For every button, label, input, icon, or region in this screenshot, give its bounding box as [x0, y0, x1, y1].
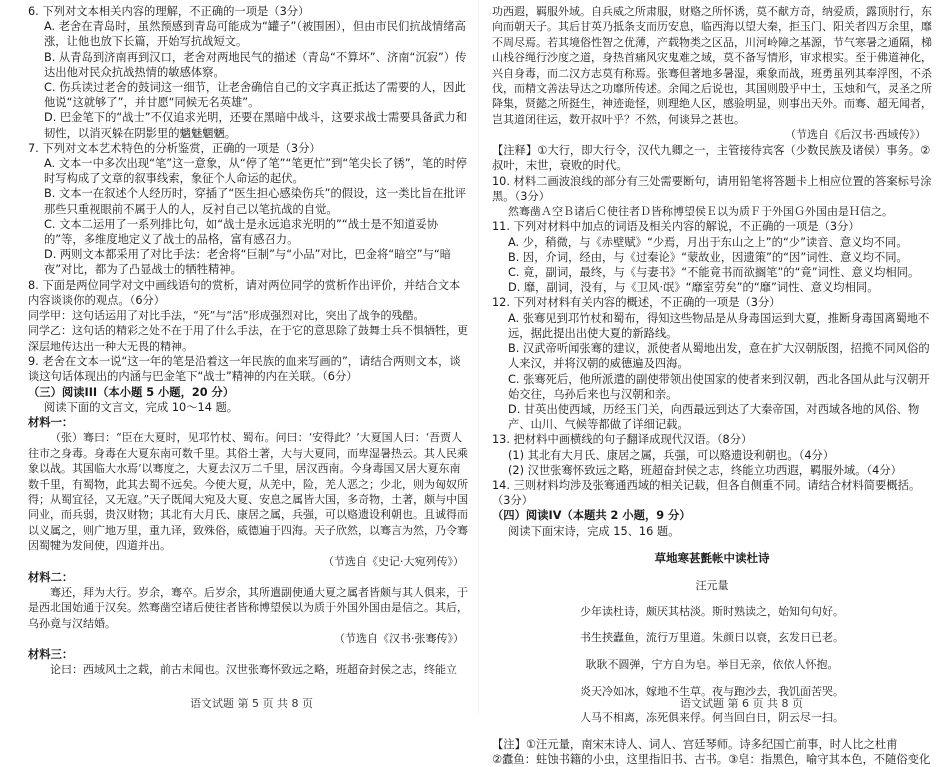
q13-item-2: (2) 汉世张骞怀致远之略，班超奋封侯之志，终能立功西遐，羁服外域。（4分）: [508, 463, 902, 477]
q8-stem: 8. 下面是两位同学对文中画线语句的赏析，请对两位同学的赏析作出评价，并结合文本内容谈谈你的观点。（6分）: [28, 278, 461, 307]
q10-stem: 10. 材料二画波浪线的部分有三处需要断句，请用铅笔将答题卡上相应位置的答案标号涂黑。（3分）: [492, 174, 932, 203]
poem-line: 炎天冷如冰，嫁地不生草。夜与跑沙去，我饥面苦哭。: [580, 684, 844, 698]
q7-option-c: C. 文本二运用了一系列排比句，如“战士是永远追求光明的”“战士是不知道妥协的”等，多维度地定义了战士的品格，富有感召力。: [44, 217, 439, 247]
q13-item-1: (1) 其北有大月氏、康居之属，兵强，可以赂遗设利朝也。（4分）: [508, 448, 835, 462]
poem-note-1: 【注】①汪元量，南宋末诗人、词人、宫廷琴师。诗多纪国亡前事，时人比之杜甫: [492, 737, 898, 751]
right-page: [492, 4, 932, 767]
material3-label: 材料三：: [28, 647, 74, 661]
q11-option-a: A. 少，稍微，与《赤壁赋》“少焉，月出于东山之上”的“少”读音、意义均不同。: [508, 235, 908, 249]
q12-option-a: A. 张骞见到邛竹杖和蜀布，得知这些物品是从身毒国运到大夏，推断身毒国离蜀地不远，据此提出出使大夏的新路线。: [508, 311, 930, 340]
section4-intro: 阅读下面宋诗，完成 15、16 题。: [508, 524, 680, 538]
material3-source: （节选自《后汉书·西域传》）: [785, 128, 926, 142]
q9-stem: 9. 老舍在文本一说“这一年的笔是沿着这一年民族的血来写画的”，请结合两则文本，谈谈这句话体现出的内涵与巴金笔下“战士”精神的内在关联。（6分）: [28, 355, 461, 384]
q8-student-b: 同学乙：这句话的精彩之处不在于用了什么手法，在于它的意思除了鼓舞士兵不惧牺牲，更深层地传达出一种大无畏的精神。: [28, 324, 468, 353]
page-fold: [478, 0, 479, 713]
q6-option-c: C. 伤兵读过老舍的鼓词这一细节，让老舍确信自己的文字真正抵达了需要的人，因此他说“这就够了”，并甘愿“同候无名英雄”。: [44, 81, 466, 110]
q13-stem: 13. 把材料中画横线的句子翻译成现代汉语。（8分）: [492, 433, 753, 447]
material3-text: 论曰：西域风土之载，前古未闻也。汉世张骞怀致远之略，班超奋封侯之志，终能立: [50, 663, 457, 677]
material2-label: 材料二：: [28, 570, 74, 584]
q6-stem: 6. 下列对文本相关内容的理解，不正确的一项是（3分）: [28, 5, 310, 18]
q8-student-a: 同学甲：这句话运用了对比手法，“死”与“活”形成强烈对比，突出了战争的残酷。: [28, 309, 425, 323]
poem-line: 耿耿不圆弹，宁方自为皂。举目无亲，依依人怀抱。: [585, 657, 839, 671]
poem-line: 少年读杜诗，颇厌其枯淡。斯时熟读之，始知句句好。: [580, 604, 844, 618]
q7-option-d: D. 两则文本都采用了对比手法：老舍将“巨制”与“小品”对比，巴金将“暗空”与“暗夜”对比，都为了凸显战士的牺牲精神。: [44, 248, 452, 277]
q11-option-d: D. 靡，副词，没有，与《卫风·氓》“靡室劳矣”的“靡”词性、意义均相同。: [508, 281, 879, 295]
q11-option-b: B. 因，介词，经由，与《过秦论》“蒙故业，因遗策”的“因”词性、意义均不同。: [508, 250, 908, 264]
poem-title: 草地寒甚氈帐中读杜诗: [654, 551, 770, 566]
q12-option-c: C. 张骞死后，他所派遣的副使带领出使国家的使者来到汉朝，西北各国从此与汉朝开始交往，乌孙后来也与汉朝和亲。: [508, 372, 930, 401]
poem-line: 人马不相离，冻死俱来俘。何当回白日，阴云尽一扫。: [580, 711, 844, 725]
q6-option-a: A. 老舍在青岛时，虽然预感到青岛可能成为“罐子”（被围困），但由市民们抗战情绪高涨，让他也放下长篇，开始写抗战短文。: [44, 20, 466, 49]
material1-label: 材料一：: [28, 416, 74, 430]
poem-note-2: ②蠹鱼：蛀蚀书籍的小虫，这里指旧书、古书。③皂：指黑色，喻守其本色，不随俗变化: [492, 752, 931, 766]
annotation-note: 【注释】①大行，即大行令，汉代九卿之一，主管接待宾客（少数民族及诸侯）事务。②叔叶，末世，衰败的时代。: [492, 144, 931, 173]
q7-option-b: B. 文本一在叙述个人经历时，穿插了“医生担心感染伤兵”的假设，这一类比旨在批评那些只重视眼前不属于人的人，反衬自己以笔抗战的自觉。: [44, 187, 467, 216]
material1-text: （张）骞曰：“臣在大夏时，见邛竹杖、蜀布。问曰：‘安得此？’大夏国人曰：‘吾贾人往市之身毒。身毒在大夏东南可数千里。其俗土著，大与大夏同，而卑湿暑热云。其人民乘象以战。其国临大水焉’以骞度之，大夏去汉万二千里，居汉西南。今身毒国又居大夏东南数千里，有蜀物，此其去蜀不远矣。今使大夏，从羌中，险，羌人恶之；少北，则为匈奴所得；从蜀宜径，又无寇。”天子既闻大宛及大夏、安息之属皆大国，多奇物，土著，颇与中国同业，而兵弱，贵汉财物；其北有大月氏、康居之属，兵强，可以赂遗设利朝也。且诚得而以义属之，则广地万里，重九译，致殊俗，威德遍于四海。天子欣然，以骞言为然，乃令骞因蜀犍为发间使，四道并出。: [28, 431, 469, 553]
q12-option-d: D. 甘英出使西域，历经玉门关，向西最远到达了大秦帝国，对西域各地的风俗、物产、山川、气候等都做了详细记载。: [508, 402, 920, 432]
left-page: [28, 4, 470, 678]
page-footer-left: 语文试题 第 5 页 共 8 页: [190, 697, 313, 710]
poem-line: 书生挟蠹鱼，流行万里道。朱颜日以衰，玄发日已老。: [580, 631, 844, 645]
q12-stem: 12. 下列对材料有关内容的概述，不正确的一项是（3分）: [492, 296, 781, 310]
section4-title: （四）阅读IV（本题共 2 小题，9 分）: [492, 509, 691, 523]
page-footer-right: 语文试题 第 6 页 共 8 页: [680, 697, 803, 710]
q7-stem: 7. 下列对文本艺术特色的分析鉴赏，正确的一项是（3分）: [28, 141, 321, 155]
poem-author: 汪元量: [695, 578, 729, 592]
q7-option-a: A. 文本一中多次出现“笔”这一意象，从“停了笔”“笔更忙”到“笔尖长了锈”，笔的时停时写构成了文章的叙事线索，象征个人命运的起伏。: [44, 157, 468, 186]
q12-option-b: B. 汉武帝听闻张骞的建议，派使者从蜀地出发，意在扩大汉朝版图，招揽不同风俗的人来汉，并将汉朝的威德遍及四海。: [508, 342, 930, 371]
section3-intro: 阅读下面的文言文，完成 10～14 题。: [44, 400, 239, 414]
q10-options: 然骞凿Ａ空Ｂ诸后Ｃ使往者Ｄ皆称博望侯Ｅ以为质Ｆ于外国Ｇ外国由是Ｈ信之。: [508, 205, 893, 219]
material2-text: 骞还，拜为大行。岁余，骞卒。后岁余，其所遣副使通大夏之属者皆颇与其人俱来，于是西北国始通于汉矣。然骞凿空诸后使往者皆称博望侯以为质于外国外国由是信之。其后，乌孙竟与汉结婚。: [28, 585, 468, 630]
section3-title: （三）阅读III（本小题 5 小题，20 分）: [28, 385, 235, 399]
material2-source: （节选自《汉书·张骞传》）: [334, 631, 464, 645]
material3-continued: 功西遐，羁服外域。自兵威之所肃服，财赂之所怀诱，莫不献方奇，纳爱质，露顶肘行，东向而朝天子。其后甘英乃抵条支而历安息，临西海以望大秦，拒玉门、阳关者四万余里，靡不周尽焉。若其境俗性智之优薄，产载物类之区品，川河岭障之基源，节气寒暑之通隔，梯山栈谷绳行沙度之道，身热首痛风灾鬼难之域，莫不备写情形，审求根实。至于佛道神化，兴自身毒，而二汉方志莫有称焉。张骞但著地多暑湿，乘象而战，班勇虽列其奉浮图，不杀伐，而精文善法导达之功靡所传述。余闻之后说也，其国则殷乎中土，玉烛和气，灵圣之所降集，贤懿之所挺生，神迹诡怪，则理绝人区，感验明显，则事出天外。而骞、超无闻者，岂其道闭往运，数开叔叶乎？不然，何谈异之甚也。: [492, 5, 932, 126]
q6-option-d: D. 巴金笔下的“战士”不仅追求光明，还要在黑暗中战斗，这要求战士需要具备武力和韧性，以消灭躲在阴影里的魑魅魍魉。: [44, 111, 467, 140]
q6-option-b: B. 从青岛到济南再到汉口，老舍对两地民气的描述（青岛“不算坏”、济南“沉寂”）传达出他对民众抗战热情的敏感体察。: [44, 50, 467, 79]
q11-option-c: C. 竟，副词，最终，与《与妻书》“不能竟书而欲搁笔”的“竟”词性、意义均相同。: [508, 266, 920, 280]
q14-stem: 14. 三则材料均涉及张骞通西域的相关记载，但各自侧重不同。请结合材料简要概括。（3分）: [492, 478, 921, 508]
q11-stem: 11. 下列对材料中加点的词语及相关内容的解说，不正确的一项是（3分）: [492, 220, 860, 234]
material1-source: （节选自《史记·大宛列传》）: [323, 554, 464, 568]
